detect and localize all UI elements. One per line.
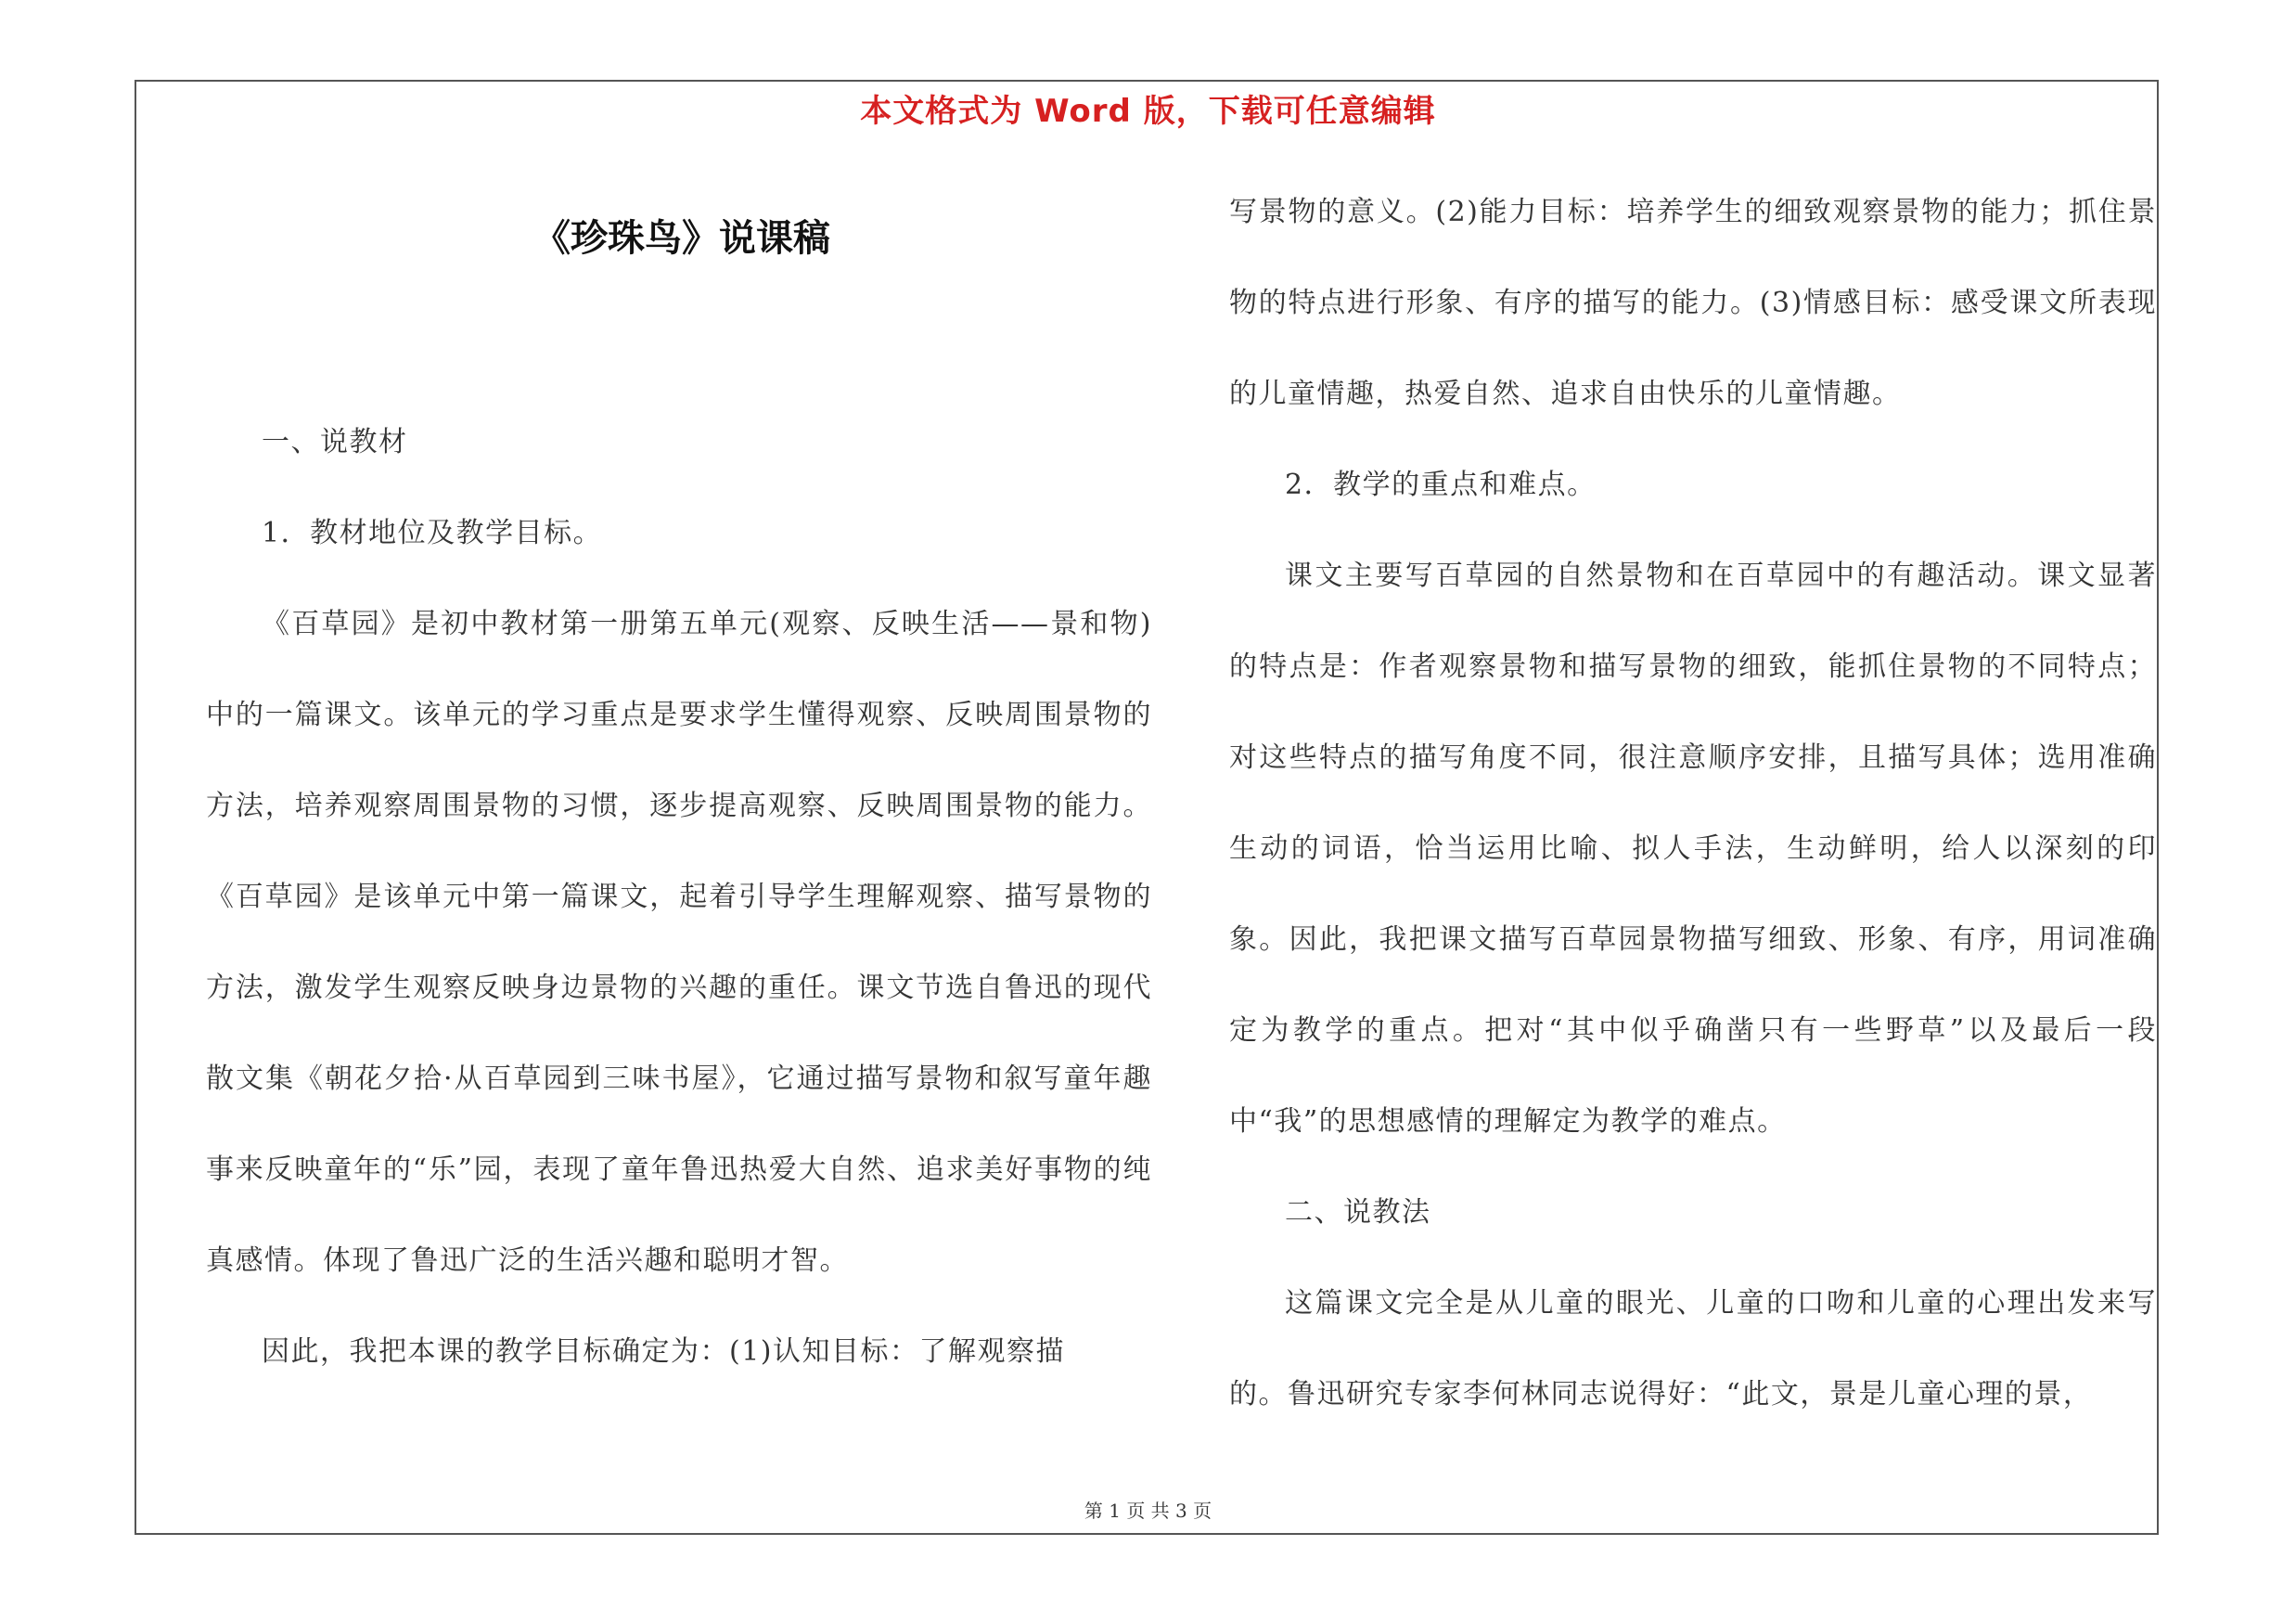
page-number: 第 1 页 共 3 页	[1084, 1500, 1212, 1522]
format-banner: 本文格式为 Word 版，下载可任意编辑	[860, 93, 1436, 130]
paragraph: 这篇课文完全是从儿童的眼光、儿童的口吻和儿童的心理出发来写的。鲁迅研究专家李何林同志说得好：“此文，景是儿童心理的景，	[1229, 1287, 2157, 1410]
paragraph: 写景物的意义。(2)能力目标：培养学生的细致观察景物的能力；抓住景物的特点进行形象、有序的描写的能力。(3)情感目标：感受课文所表现的儿童情趣，热爱自然、追求自由快乐的儿童情趣。	[1229, 196, 2157, 410]
paragraph: 《百草园》是初中教材第一册第五单元(观察、反映生活——景和物)中的一篇课文。该单元的学习重点是要求学生懂得观察、反映周围景物的方法，培养观察周围景物的习惯，逐步提高观察、反映周围景物的能力。《百草园》是该单元中第一篇课文，起着引导学生理解观察、描写景物的方法，激发学生观察反映身边景物的兴趣的重任。课文节选自鲁迅的现代散文集《朝花夕拾·从百草园到三味书屋》，它通过描写景物和叙写童年趣事来反映童年的“乐”园，表现了童年鲁迅热爱大自然、追求美好事物的纯真感情。体现了鲁迅广泛的生活兴趣和聪明才智。	[206, 608, 1152, 1277]
paragraph: 二、说教法	[1285, 1196, 1431, 1229]
left-column	[206, 397, 1152, 1398]
paragraph: 一、说教材	[262, 426, 408, 458]
document-title: 《珍珠鸟》说课稿	[533, 216, 830, 260]
paragraph: 因此，我把本课的教学目标确定为：(1)认知目标：了解观察描	[262, 1335, 1065, 1368]
paragraph: 2．教学的重点和难点。	[1285, 469, 1597, 501]
paragraph: 课文主要写百草园的自然景物和在百草园中的有趣活动。课文显著的特点是：作者观察景物和描写景物的细致，能抓住景物的不同特点；对这些特点的描写角度不同，很注意顺序安排，且描写具体；选用准确生动的词语，恰当运用比喻、拟人手法，生动鲜明，给人以深刻的印象。因此，我把课文描写百草园景物描写细致、形象、有序，用词准确定为教学的重点。把对“其中似乎确凿只有一些野草”以及最后一段中“我”的思想感情的理解定为教学的难点。	[1229, 560, 2157, 1138]
paragraph: 1．教材地位及教学目标。	[262, 517, 603, 549]
right-column	[1229, 167, 2157, 1440]
